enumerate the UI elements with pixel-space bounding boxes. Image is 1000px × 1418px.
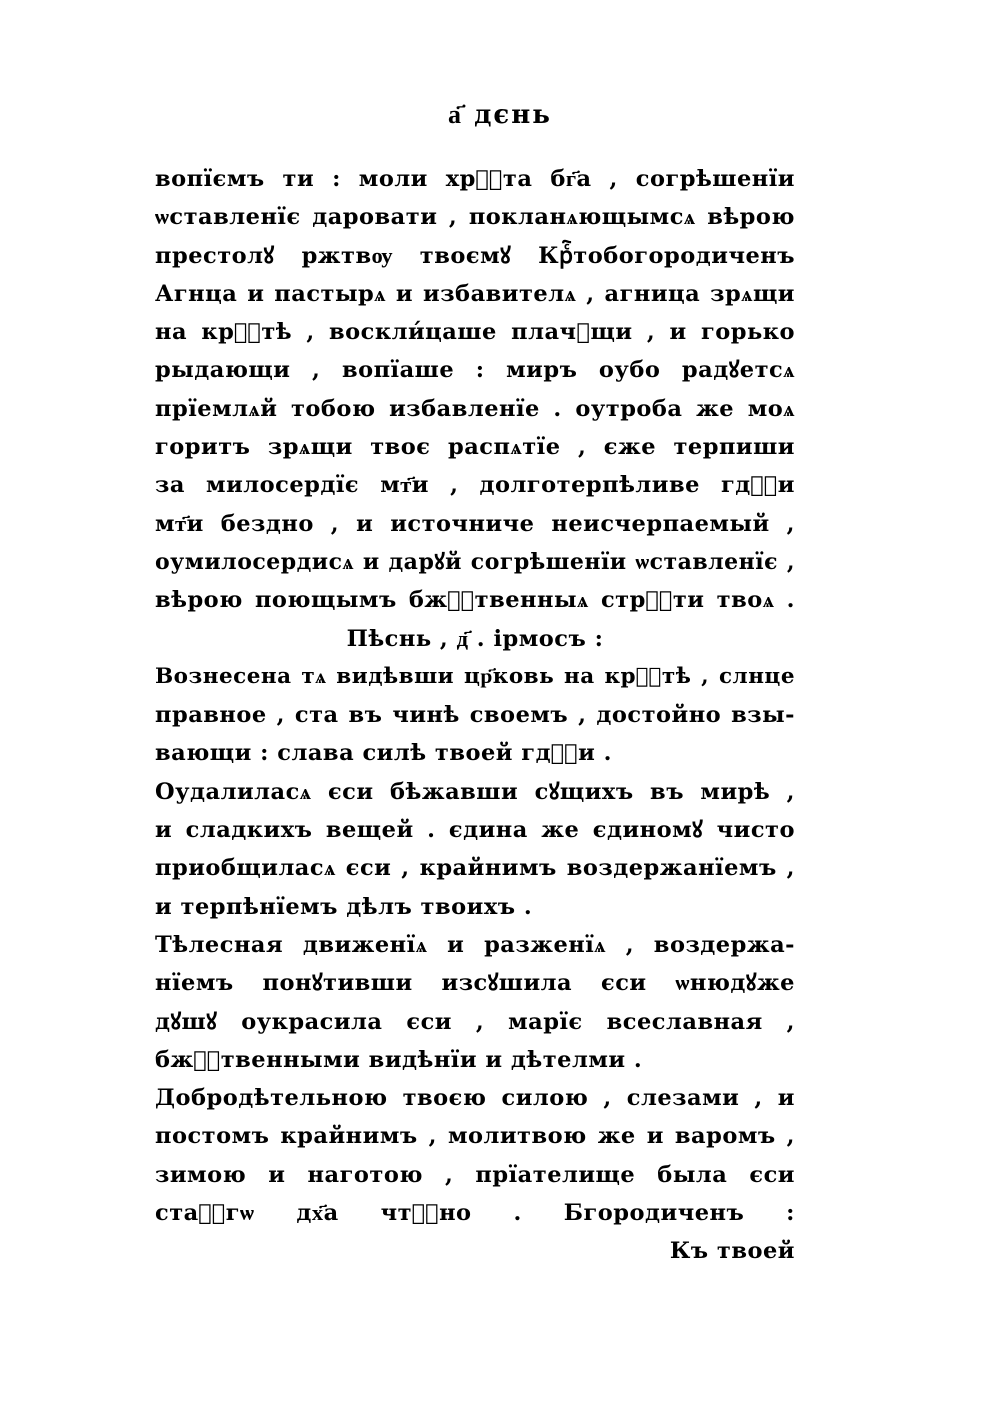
catchword: Къ твоей xyxy=(669,1238,795,1265)
text-line: Тѣлесная движенїѧ и разженїѧ , воздержа- xyxy=(155,931,795,958)
text-line: вѣрою поющымъ бжⷭ҇твенныѧ стрⷭ҇ти твоѧ . xyxy=(155,587,795,614)
text-line: за милосердїє мт҃и , долготерпѣливе гдⷭ҇и xyxy=(155,472,795,499)
text-line: приобщиласѧ єси , крайнимъ воздержанїемъ , xyxy=(155,855,795,882)
text-line: Добродѣтельною твоєю силою , слезами , и xyxy=(155,1085,795,1112)
text-block xyxy=(155,160,795,1271)
running-head: а҃ дєнь xyxy=(448,100,552,130)
text-line: вающи : слава силѣ твоей гдⷭ҇и . xyxy=(155,740,612,767)
text-line: на крⷭ҇тѣ , воскли́цаше плачꙋщи , и горько xyxy=(155,319,795,346)
text-line: правное , ста въ чинѣ своемъ , достойно взы- xyxy=(155,702,795,729)
text-line: престолꙋ ржтвѹ твоємꙋ Крⷭ҇тобогородиченъ xyxy=(155,242,795,269)
section-heading: Пѣснь , д҃ . ірмосъ : xyxy=(346,625,604,652)
text-line: прїемлѧй тобою избавленїе . оутроба же моѧ xyxy=(155,395,795,422)
text-line: мт҃и бездно , и источниче неисчерпаемый , xyxy=(155,510,795,537)
text-line: стаⷢ҇гѡ дх҃а чтⷭ҇но . Бгородиченъ : xyxy=(155,1200,795,1227)
text-line: Вознесена тѧ видѣвши цр҃ковь на крⷭ҇тѣ , слнце xyxy=(155,663,795,689)
text-line: нїемъ понꙋтивши изсꙋшила єси ѡнюдꙋже xyxy=(155,970,795,997)
text-line: горитъ зрѧщи твоє распѧтїе , єже терпиши xyxy=(155,434,795,461)
text-line: бжⷭ҇твенными видѣнїи и дѣтелми . xyxy=(155,1046,643,1073)
text-line: вопїємъ ти : моли хрⷭ҇та бг҃а , согрѣшенїи xyxy=(155,166,795,192)
text-line: рыдающи , вопїаше : миръ оубо радꙋетсѧ xyxy=(155,357,795,384)
text-line: постомъ крайнимъ , молитвою же и варомъ , xyxy=(155,1123,795,1150)
text-line: и терпѣнїемъ дѣлъ твоихъ . xyxy=(155,893,533,920)
text-line: Агнца и пастырѧ и избавителѧ , агница зрѧщи xyxy=(155,280,795,307)
text-line: и сладкихъ вещей . єдина же єдиномꙋ чисто xyxy=(155,817,795,844)
text-line: оумилосердисѧ и дарꙋй согрѣшенїи ѡставленїє , xyxy=(155,548,795,575)
text-line: ѡставленїє даровати , покланѧющымсѧ вѣрою xyxy=(155,204,795,231)
text-line: дꙋшꙋ оукрасила єси , марїє всеславная , xyxy=(155,1008,795,1035)
text-line: зимою и наготою , прїателище была єси xyxy=(155,1161,795,1188)
text-line: Оудалиласѧ єси бѣжавши сꙋщихъ въ мирѣ , xyxy=(155,778,795,805)
